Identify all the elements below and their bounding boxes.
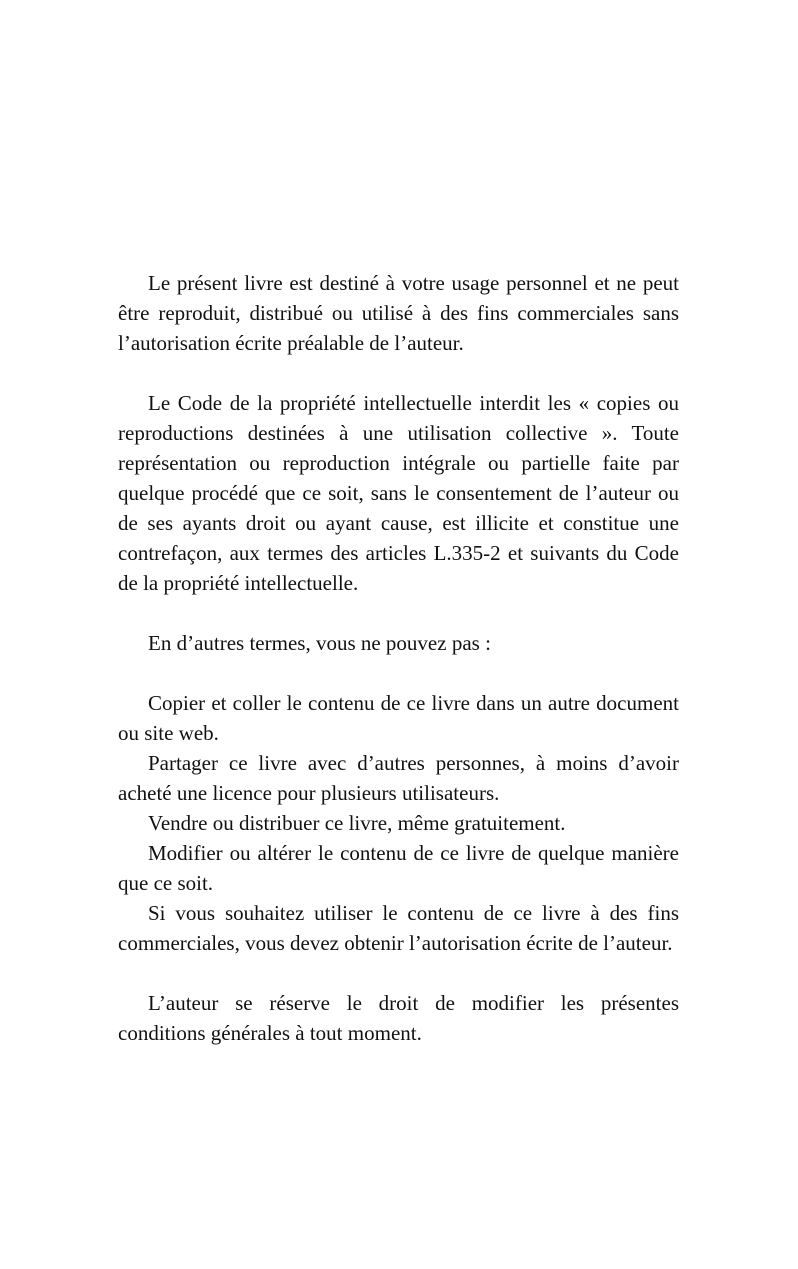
legal-notice (118, 268, 679, 1048)
restriction-item-copy: Copier et coller le contenu de ce livre dans un autre document ou site web. (118, 691, 679, 745)
usage-paragraph: Le présent livre est destiné à votre usage personnel et ne peut être reproduit, distribué ou utilisé à des fins commerciales sans l’autorisation écrite préalable de l’auteur. (118, 271, 679, 355)
copyright-code-paragraph: Le Code de la propriété intellectuelle interdit les « copies ou reproductions destinées à une utilisation collective ». Toute représentation ou reproduction intégrale ou partielle faite par quelque procédé que ce soit, sans le consentement de l’auteur ou de ses ayants droit ou ayant cause, est illicite et constitue une contrefaçon, aux termes des articles L.335-2 et suivants du Code de la propriété intellectuelle. (118, 391, 679, 595)
reservation-paragraph: L’auteur se réserve le droit de modifier les présentes conditions générales à tout moment. (118, 991, 679, 1045)
restriction-item-commercial: Si vous souhaitez utiliser le contenu de ce livre à des fins commerciales, vous devez obtenir l’autorisation écrite de l’auteur. (118, 901, 679, 955)
restriction-item-modify: Modifier ou altérer le contenu de ce livre de quelque manière que ce soit. (118, 841, 679, 895)
restriction-item-sell: Vendre ou distribuer ce livre, même gratuitement. (148, 811, 566, 835)
restriction-item-share: Partager ce livre avec d’autres personnes, à moins d’avoir acheté une licence pour plusieurs utilisateurs. (118, 751, 679, 805)
restrictions-intro: En d’autres termes, vous ne pouvez pas : (148, 631, 491, 655)
